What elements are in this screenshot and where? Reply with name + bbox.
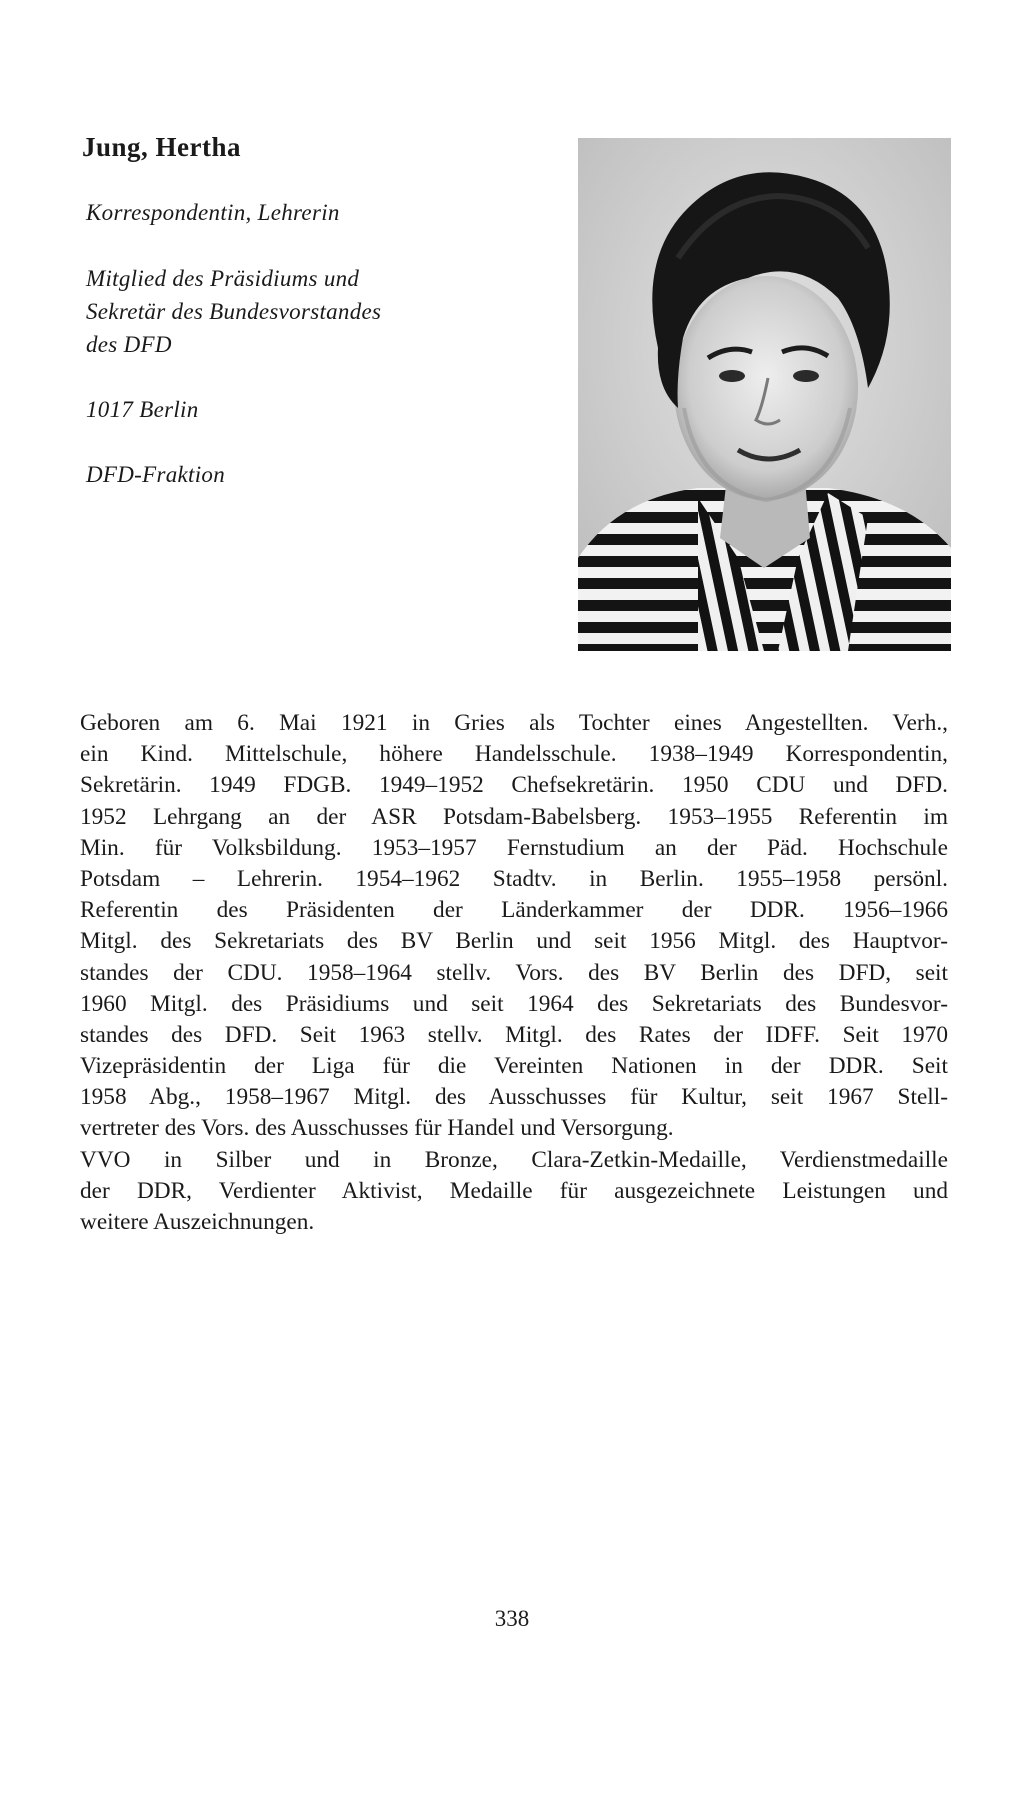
biography-text: [80, 708, 948, 1238]
biography-line: ein Kind. Mittelschule, höhere Handelsschule. 1938–1949 Korrespondentin,: [80, 741, 948, 768]
biography-line: 1958 Abg., 1958–1967 Mitgl. des Ausschusses für Kultur, seit 1967 Stell-: [80, 1084, 948, 1111]
biography-line: vertreter des Vors. des Ausschusses für Handel und Versorgung.: [80, 1115, 674, 1142]
biography-line: standes der CDU. 1958–1964 stellv. Vors. des BV Berlin des DFD, seit: [80, 959, 948, 986]
position-line: des DFD: [86, 332, 172, 357]
biography-line: Potsdam – Lehrerin. 1954–1962 Stadtv. in Berlin. 1955–1958 persönl.: [80, 865, 948, 892]
biography-line: 1952 Lehrgang an der ASR Potsdam-Babelsberg. 1953–1955 Referentin im: [80, 803, 948, 830]
awards-line: VVO in Silber und in Bronze, Clara-Zetkin-Medaille, Verdienstmedaille: [80, 1146, 948, 1173]
biography-line: Geboren am 6. Mai 1921 in Gries als Tochter eines Angestellten. Verh.,: [80, 710, 948, 736]
position-line: Sekretär des Bundesvorstandes: [86, 299, 382, 324]
biography-line: Sekretärin. 1949 FDGB. 1949–1952 Chefsekretärin. 1950 CDU und DFD.: [80, 772, 948, 799]
location: 1017 Berlin: [86, 397, 199, 422]
biography-line: Vizepräsidentin der Liga für die Vereinten Nationen in der DDR. Seit: [80, 1053, 948, 1080]
occupation: Korrespondentin, Lehrerin: [86, 200, 340, 225]
awards-line: weitere Auszeichnungen.: [80, 1209, 315, 1235]
awards-line: der DDR, Verdienter Aktivist, Medaille für ausgezeichnete Leistungen und: [80, 1177, 948, 1204]
person-name: Jung, Hertha: [82, 132, 242, 162]
faction: DFD-Fraktion: [86, 462, 226, 487]
position-line: Mitglied des Präsidiums und: [86, 266, 360, 291]
page-number: 338: [494, 1606, 530, 1631]
biography-line: 1960 Mitgl. des Präsidiums und seit 1964 des Sekretariats des Bundesvor-: [80, 990, 948, 1017]
position-description: [86, 262, 381, 361]
biography-line: standes des DFD. Seit 1963 stellv. Mitgl. des Rates der IDFF. Seit 1970: [80, 1021, 948, 1048]
portrait-photo: [578, 138, 951, 651]
biography-line: Min. für Volksbildung. 1953–1957 Fernstudium an der Päd. Hochschule: [80, 834, 948, 861]
biography-line: Mitgl. des Sekretariats des BV Berlin und seit 1956 Mitgl. des Hauptvor-: [80, 928, 948, 955]
biography-line: Referentin des Präsidenten der Länderkammer der DDR. 1956–1966: [80, 897, 948, 924]
